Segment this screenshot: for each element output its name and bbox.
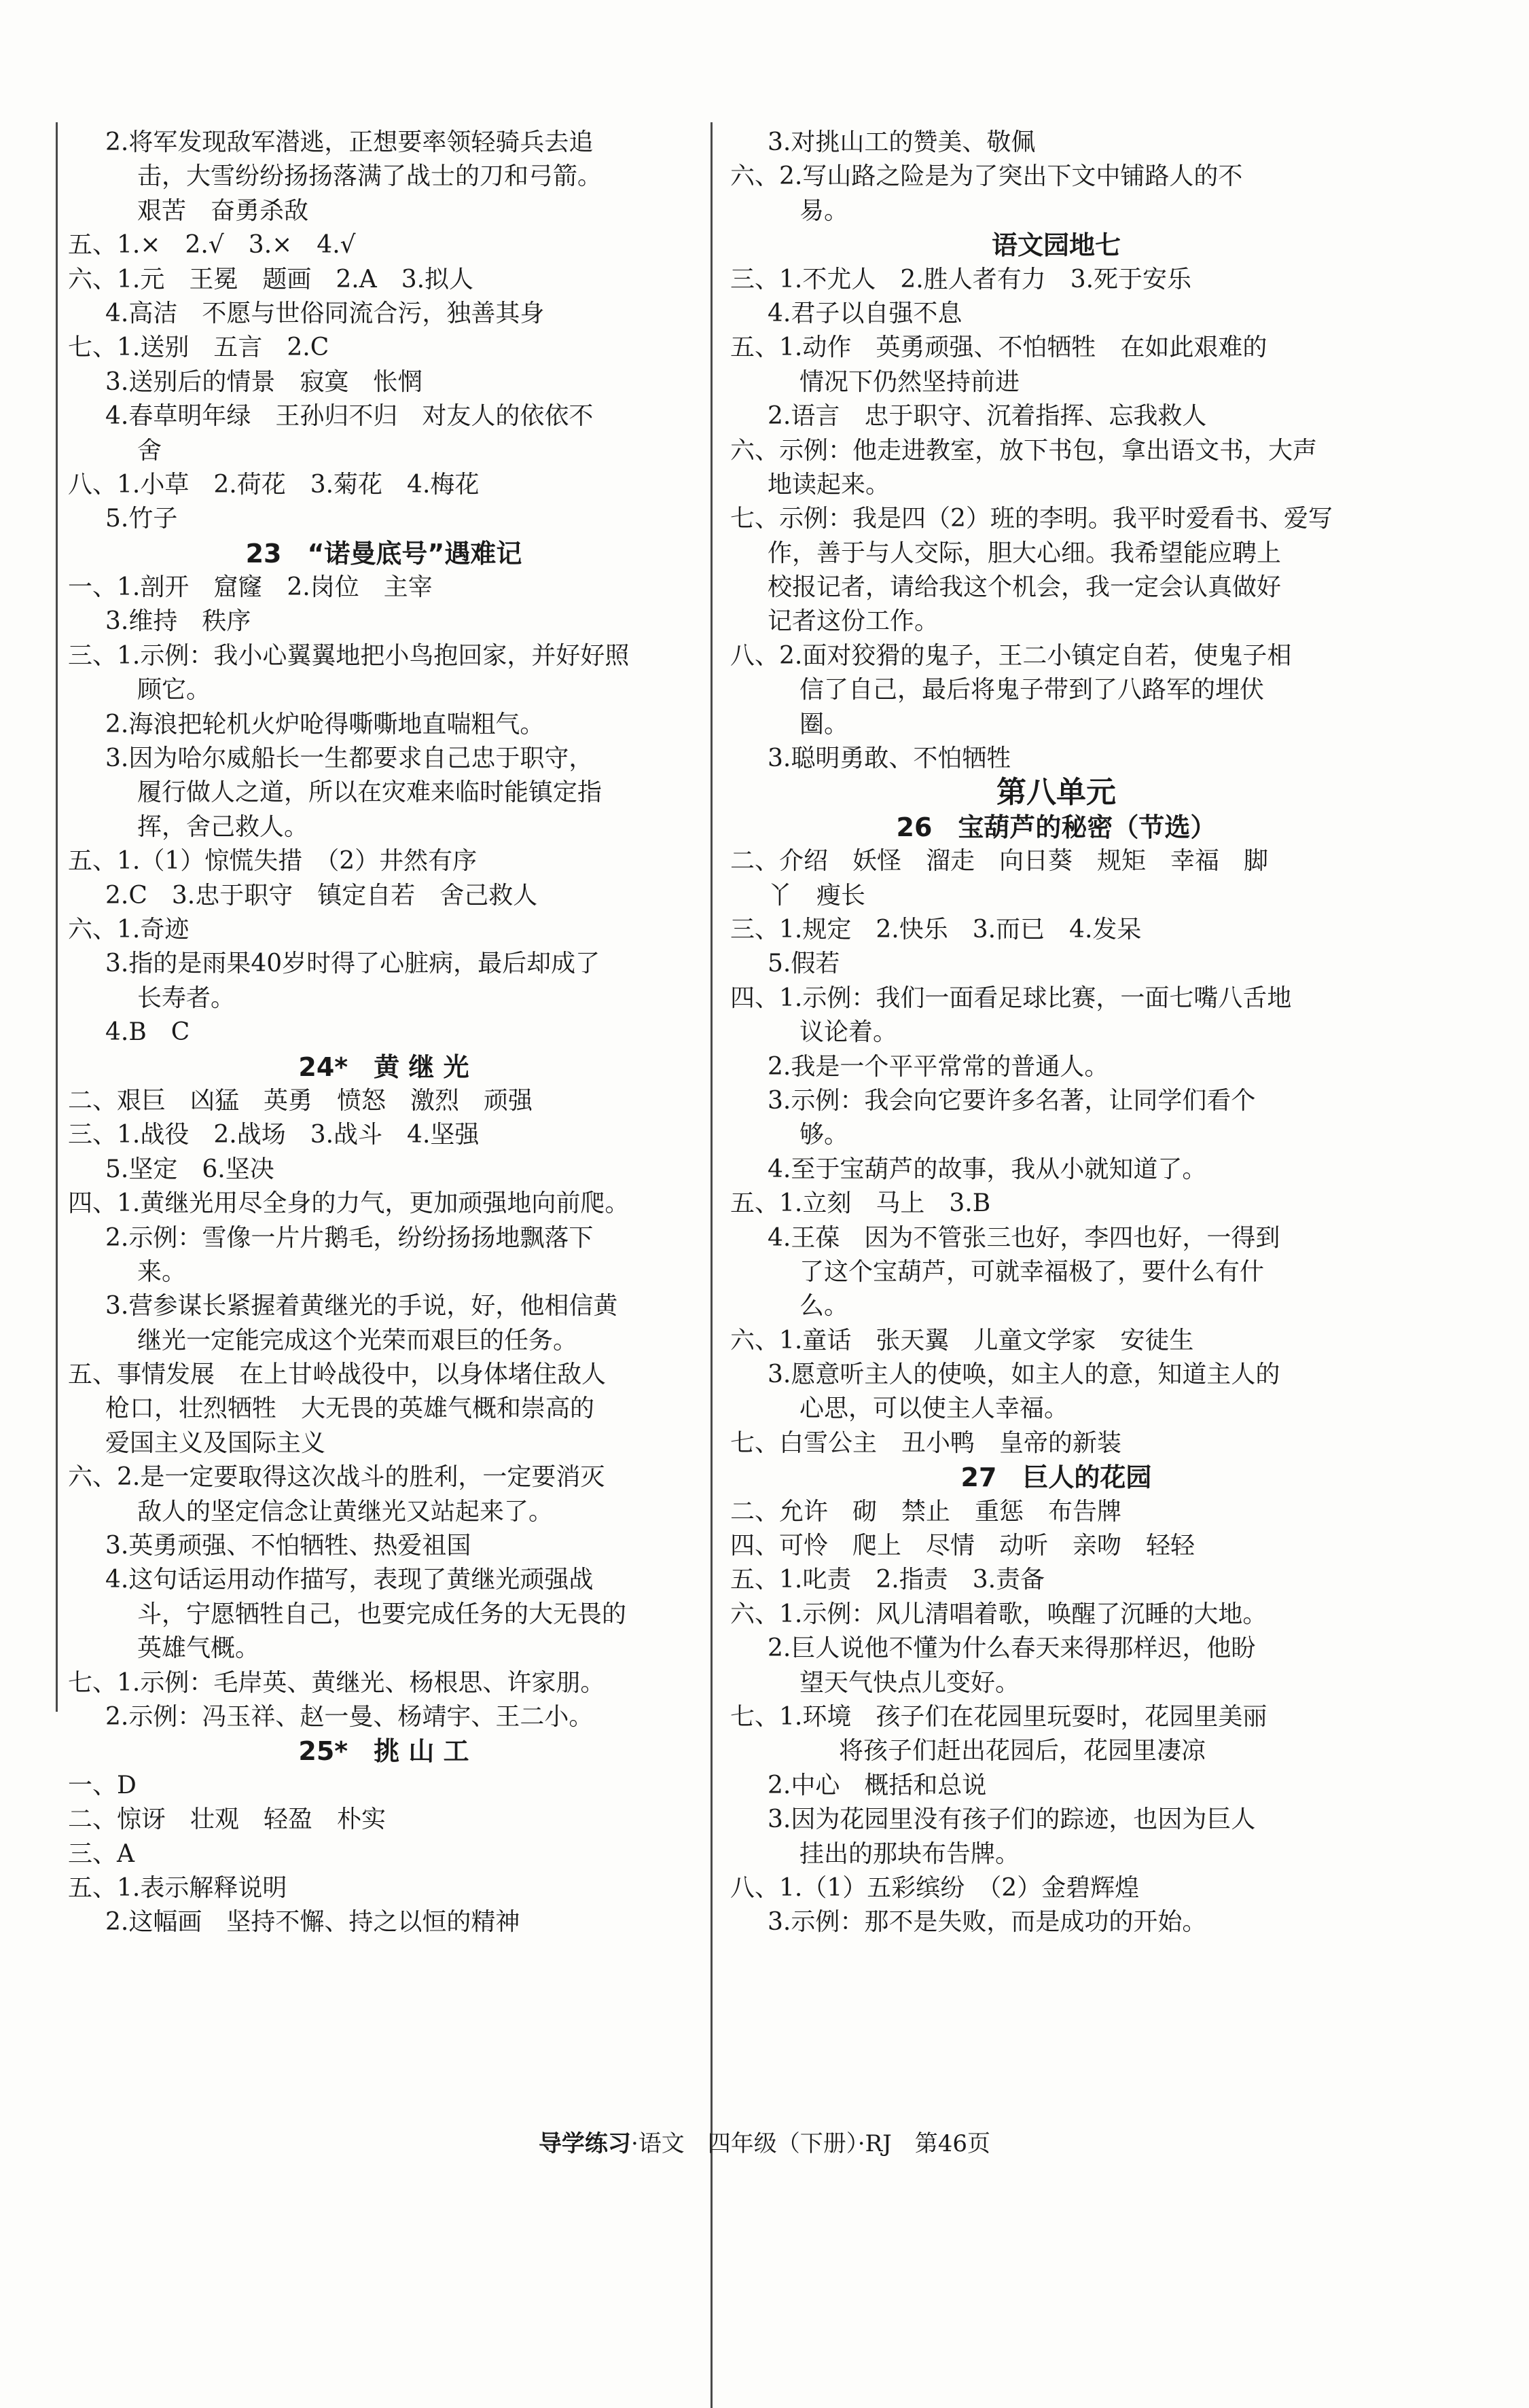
answer-line: 履行做人之道，所以在灾难来临时能镇定指	[137, 778, 602, 807]
answer-line: 七、示例：我是四（2）班的李明。我平时爱看书、爱写	[730, 505, 1333, 533]
answer-line: 地读起来。	[768, 470, 891, 499]
answer-line: 了这个宝葫芦，可就幸福极了，要什么有什	[799, 1257, 1265, 1286]
answer-line: 2.示例：冯玉祥、赵一曼、杨靖宇、王二小。	[105, 1702, 594, 1731]
answer-line: 击，大雪纷纷扬扬落满了战士的刀和弓箭。	[137, 162, 602, 191]
section-heading: 27 巨人的花园	[960, 1462, 1152, 1493]
answer-line: 八、2.面对狡猾的鬼子，王二小镇定自若，使鬼子相	[730, 641, 1292, 670]
answer-line: 将孩子们赶出花园后，花园里凄凉	[839, 1737, 1206, 1765]
answer-line: 七、1.示例：毛岸英、黄继光、杨根思、许家朋。	[68, 1668, 605, 1697]
answer-line: 2.我是一个平平常常的普通人。	[768, 1052, 1109, 1081]
answer-line: 七、白雪公主 丑小鸭 皇帝的新装	[730, 1428, 1122, 1457]
answer-line: 作，善于与人交际，胆大心细。我希望能应聘上	[768, 539, 1282, 567]
answer-line: 六、2.写山路之险是为了突出下文中铺路人的不	[730, 162, 1243, 191]
answer-line: 艰苦 奋勇杀敌	[137, 196, 309, 225]
answer-line: 继光一定能完成这个光荣而艰巨的任务。	[137, 1326, 578, 1354]
footer-brand: 导学练习	[538, 2130, 631, 2157]
answer-line: 4.王葆 因为不管张三也好，李四也好，一得到	[768, 1223, 1280, 1252]
answer-line: 5.坚定 6.坚决	[105, 1155, 274, 1183]
answer-line: 2.中心 概括和总说	[768, 1771, 987, 1799]
column-divider	[710, 122, 713, 2408]
answer-line: 二、艰巨 凶猛 英勇 愤怒 激烈 顽强	[68, 1086, 533, 1115]
answer-line: 来。	[137, 1257, 187, 1286]
answer-line: 二、惊讶 壮观 轻盈 朴实	[68, 1805, 386, 1834]
answer-line: 五、1.动作 英勇顽强、不怕牺牲 在如此艰难的	[730, 334, 1267, 362]
answer-line: 2.语言 忠于职守、沉着指挥、忘我救人	[768, 402, 1207, 431]
answer-line: 五、1.立刻 马上 3.B	[730, 1189, 991, 1218]
answer-line: 2.巨人说他不懂为什么春天来得那样迟，他盼	[768, 1634, 1256, 1663]
answer-line: 挂出的那块布告牌。	[799, 1839, 1020, 1868]
answer-line: 4.高洁 不愿与世俗同流合污，独善其身	[105, 299, 545, 327]
answer-line: 2.这幅画 坚持不懈、持之以恒的精神	[105, 1908, 520, 1937]
answer-line: 七、1.环境 孩子们在花园里玩耍时，花园里美丽	[730, 1702, 1267, 1731]
left-column	[68, 126, 700, 1940]
answer-line: 六、1.童话 张天翼 儿童文学家 安徒生	[730, 1326, 1194, 1354]
answer-line: 2.海浪把轮机火炉呛得嘶嘶地直喘粗气。	[105, 710, 545, 738]
answer-line: 4.君子以自强不息	[768, 299, 963, 327]
answer-line: 五、1.表示解释说明	[68, 1873, 287, 1902]
answer-line: 三、1.战役 2.战场 3.战斗 4.坚强	[68, 1121, 480, 1149]
answer-line: 易。	[799, 196, 849, 225]
answer-line: 3.英勇顽强、不怕牺牲、热爱祖国	[105, 1532, 471, 1560]
section-heading: 26 宝葫芦的秘密（节选）	[896, 812, 1217, 842]
answer-line: 3.因为哈尔威船长一生都要求自己忠于职守，	[105, 744, 594, 773]
answer-line: 2.C 3.忠于职守 镇定自若 舍己救人	[105, 881, 538, 910]
answer-line: 三、A	[68, 1839, 134, 1868]
answer-line: 3.维持 秩序	[105, 607, 251, 636]
right-column	[730, 126, 1382, 1940]
answer-line: 三、1.规定 2.快乐 3.而已 4.发呆	[730, 915, 1142, 944]
section-heading: 23 “诺曼底号”遇难记	[245, 538, 522, 569]
answer-line: 3.示例：那不是失败，而是成功的开始。	[768, 1908, 1207, 1937]
answer-line: 顾它。	[137, 676, 211, 704]
answer-line: 4.至于宝葫芦的故事，我从小就知道了。	[768, 1155, 1207, 1183]
answer-line: 3.指的是雨果40岁时得了心脏病，最后却成了	[105, 950, 600, 978]
answer-line: 爱国主义及国际主义	[105, 1428, 326, 1457]
answer-line: 3.送别后的情景 寂寞 怅惘	[105, 367, 422, 396]
left-margin-line	[56, 122, 58, 1712]
footer-info: ·语文 四年级（下册）·RJ 第46页	[630, 2130, 991, 2157]
answer-line: 校报记者，请给我这个机会，我一定会认真做好	[768, 573, 1282, 602]
answer-line: 六、1.示例：风儿清唱着歌，唤醒了沉睡的大地。	[730, 1600, 1267, 1628]
answer-line: 四、1.示例：我们一面看足球比赛，一面七嘴八舌地	[730, 984, 1292, 1012]
answer-line: 么。	[799, 1292, 849, 1320]
section-heading: 24* 黄 继 光	[298, 1052, 469, 1082]
answer-line: 3.示例：我会向它要许多名著，让同学们看个	[768, 1086, 1256, 1115]
answer-line: 四、1.黄继光用尽全身的力气，更加顽强地向前爬。	[68, 1189, 630, 1218]
answer-line: 舍	[137, 436, 162, 465]
answer-line: 5.竹子	[105, 505, 178, 533]
answer-line: 八、1.小草 2.荷花 3.菊花 4.梅花	[68, 470, 480, 499]
answer-line: 3.因为花园里没有孩子们的踪迹，也因为巨人	[768, 1805, 1256, 1834]
answer-line: 3.聪明勇敢、不怕牺牲	[768, 744, 1011, 773]
answer-line: 4.春草明年绿 王孙归不归 对友人的依依不	[105, 402, 594, 431]
answer-line: 二、介绍 妖怪 溜走 向日葵 规矩 幸福 脚	[730, 847, 1269, 876]
answer-line: 二、允许 砌 禁止 重惩 布告牌	[730, 1497, 1122, 1526]
answer-line: 三、1.示例：我小心翼翼地把小鸟抱回家，并好好照	[68, 641, 630, 670]
answer-line: 心思，可以使主人幸福。	[799, 1395, 1069, 1423]
section-heading: 语文园地七	[991, 230, 1121, 261]
answer-line: 够。	[799, 1121, 849, 1149]
answer-line: 枪口，壮烈牺牲 大无畏的英雄气概和崇高的	[105, 1395, 595, 1423]
answer-line: 三、1.不尤人 2.胜人者有力 3.死于安乐	[730, 265, 1192, 293]
answer-line: 3.营参谋长紧握着黄继光的手说，好，他相信黄	[105, 1292, 618, 1320]
answer-line: 五、1.（1）惊慌失措 （2）井然有序	[68, 847, 478, 876]
answer-line: 4.B C	[105, 1018, 190, 1047]
answer-line: 议论着。	[799, 1018, 898, 1047]
answer-line: 八、1.（1）五彩缤纷 （2）金碧辉煌	[730, 1873, 1140, 1902]
answer-line: 长寿者。	[137, 984, 236, 1012]
answer-line: 敌人的坚定信念让黄继光又站起来了。	[137, 1497, 554, 1526]
answer-line: 3.愿意听主人的使唤，如主人的意，知道主人的	[768, 1361, 1280, 1389]
answer-line: 六、示例：他走进教室，放下书包，拿出语文书，大声	[730, 436, 1318, 465]
answer-line: 一、1.剖开 窟窿 2.岗位 主宰	[68, 573, 433, 602]
answer-line: 3.对挑山工的赞美、敬佩	[768, 128, 1036, 156]
answer-line: 七、1.送别 五言 2.C	[68, 334, 329, 362]
answer-line: 4.这句话运用动作描写，表现了黄继光顽强战	[105, 1566, 594, 1594]
answer-line: 五、1.× 2.√ 3.× 4.√	[68, 231, 356, 259]
answer-line: 记者这份工作。	[768, 607, 939, 636]
answer-line: 信了自己，最后将鬼子带到了八路军的埋伏	[799, 676, 1265, 704]
answer-line: 2.将军发现敌军潜逃，正想要率领轻骑兵去追	[105, 128, 594, 156]
answer-line: 五、事情发展 在上甘岭战役中，以身体堵住敌人	[68, 1361, 607, 1389]
page-footer	[0, 2125, 1529, 2158]
answer-line: 英雄气概。	[137, 1634, 260, 1663]
answer-line: 丫 瘦长	[768, 881, 866, 910]
answer-line: 五、1.叱责 2.指责 3.责备	[730, 1566, 1045, 1594]
answer-line: 挥，舍己救人。	[137, 812, 309, 841]
answer-line: 六、2.是一定要取得这次战斗的胜利，一定要消灭	[68, 1463, 605, 1492]
section-heading: 25* 挑 山 工	[298, 1736, 469, 1767]
answer-line: 斗，宁愿牺牲自己，也要完成任务的大无畏的	[137, 1600, 627, 1628]
answer-line: 一、D	[68, 1771, 137, 1799]
answer-line: 情况下仍然坚持前进	[799, 367, 1020, 396]
answer-line: 六、1.元 王冕 题画 2.A 3.拟人	[68, 265, 474, 293]
answer-line: 六、1.奇迹	[68, 915, 190, 944]
section-heading: 第八单元	[996, 776, 1116, 810]
answer-line: 5.假若	[768, 950, 840, 978]
answer-line: 2.示例：雪像一片片鹅毛，纷纷扬扬地飘落下	[105, 1223, 594, 1252]
answer-line: 四、可怜 爬上 尽情 动听 亲吻 轻轻	[730, 1532, 1195, 1560]
answer-line: 圈。	[799, 710, 849, 738]
answer-line: 望天气快点儿变好。	[799, 1668, 1020, 1697]
